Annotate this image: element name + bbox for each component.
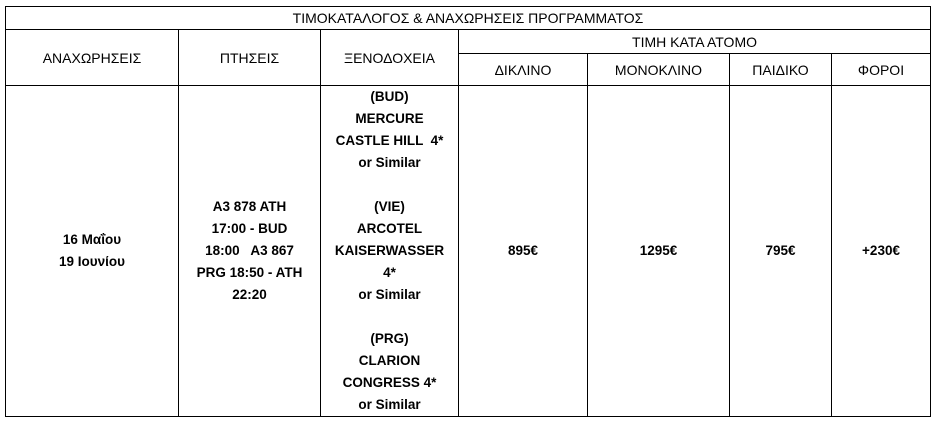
hotel-line: MERCURE bbox=[355, 111, 424, 126]
departure-date: 19 Ιουνίου bbox=[59, 254, 125, 269]
header-flights: ΠΤΗΣΕΙΣ bbox=[179, 30, 321, 86]
hotel-line: CONGRESS 4* bbox=[342, 375, 437, 390]
header-double: ΔΙΚΛΙΝΟ bbox=[459, 54, 588, 86]
hotels-cell bbox=[321, 86, 459, 417]
hotel-line: CLARION bbox=[358, 353, 421, 368]
header-child: ΠΑΙΔΙΚΟ bbox=[730, 54, 832, 86]
header-departures: ΑΝΑΧΩΡΗΣΕΙΣ bbox=[6, 30, 179, 86]
price-single: 1295€ bbox=[588, 86, 730, 417]
hotel-line: or Similar bbox=[358, 397, 421, 412]
price-child: 795€ bbox=[730, 86, 832, 417]
flight-line: A3 878 ATH bbox=[212, 199, 287, 214]
flight-line: 18:00 A3 867 bbox=[205, 243, 294, 258]
hotel-line: 4* bbox=[383, 265, 396, 280]
table-row bbox=[6, 86, 931, 417]
header-single: ΜΟΝΟΚΛΙΝΟ bbox=[588, 54, 730, 86]
header-price-per-person: ΤΙΜΗ ΚΑΤΑ ΑΤΟΜΟ bbox=[459, 30, 931, 54]
spacer bbox=[321, 174, 458, 196]
hotel-line: or Similar bbox=[358, 155, 421, 170]
hotel-line: ARCOTEL bbox=[356, 221, 423, 236]
hotel-line: or Similar bbox=[358, 287, 421, 302]
hotel-line: (BUD) bbox=[370, 89, 409, 104]
flight-line: PRG 18:50 - ATH bbox=[196, 265, 303, 280]
hotel-line: (PRG) bbox=[370, 331, 409, 346]
price-double: 895€ bbox=[459, 86, 588, 417]
header-taxes: ΦΟΡΟΙ bbox=[832, 54, 931, 86]
price-taxes: +230€ bbox=[832, 86, 931, 417]
table-title: ΤΙΜΟΚΑΤΑΛΟΓΟΣ & ΑΝΑΧΩΡΗΣΕΙΣ ΠΡΟΓΡΑΜΜΑΤΟΣ bbox=[6, 7, 931, 30]
flights-cell bbox=[179, 86, 321, 417]
departure-date: 16 Μαΐου bbox=[62, 232, 122, 247]
header-hotels: ΞΕΝΟΔΟΧΕΙΑ bbox=[321, 30, 459, 86]
departures-cell bbox=[6, 86, 179, 417]
hotel-line: KAISERWASSER bbox=[334, 243, 445, 258]
flight-line: 17:00 - BUD bbox=[211, 221, 288, 236]
price-table bbox=[5, 6, 931, 417]
hotel-line: (VIE) bbox=[374, 199, 405, 214]
flight-line: 22:20 bbox=[232, 287, 267, 302]
hotel-line: CASTLE HILL 4* bbox=[335, 133, 444, 148]
spacer bbox=[321, 306, 458, 328]
